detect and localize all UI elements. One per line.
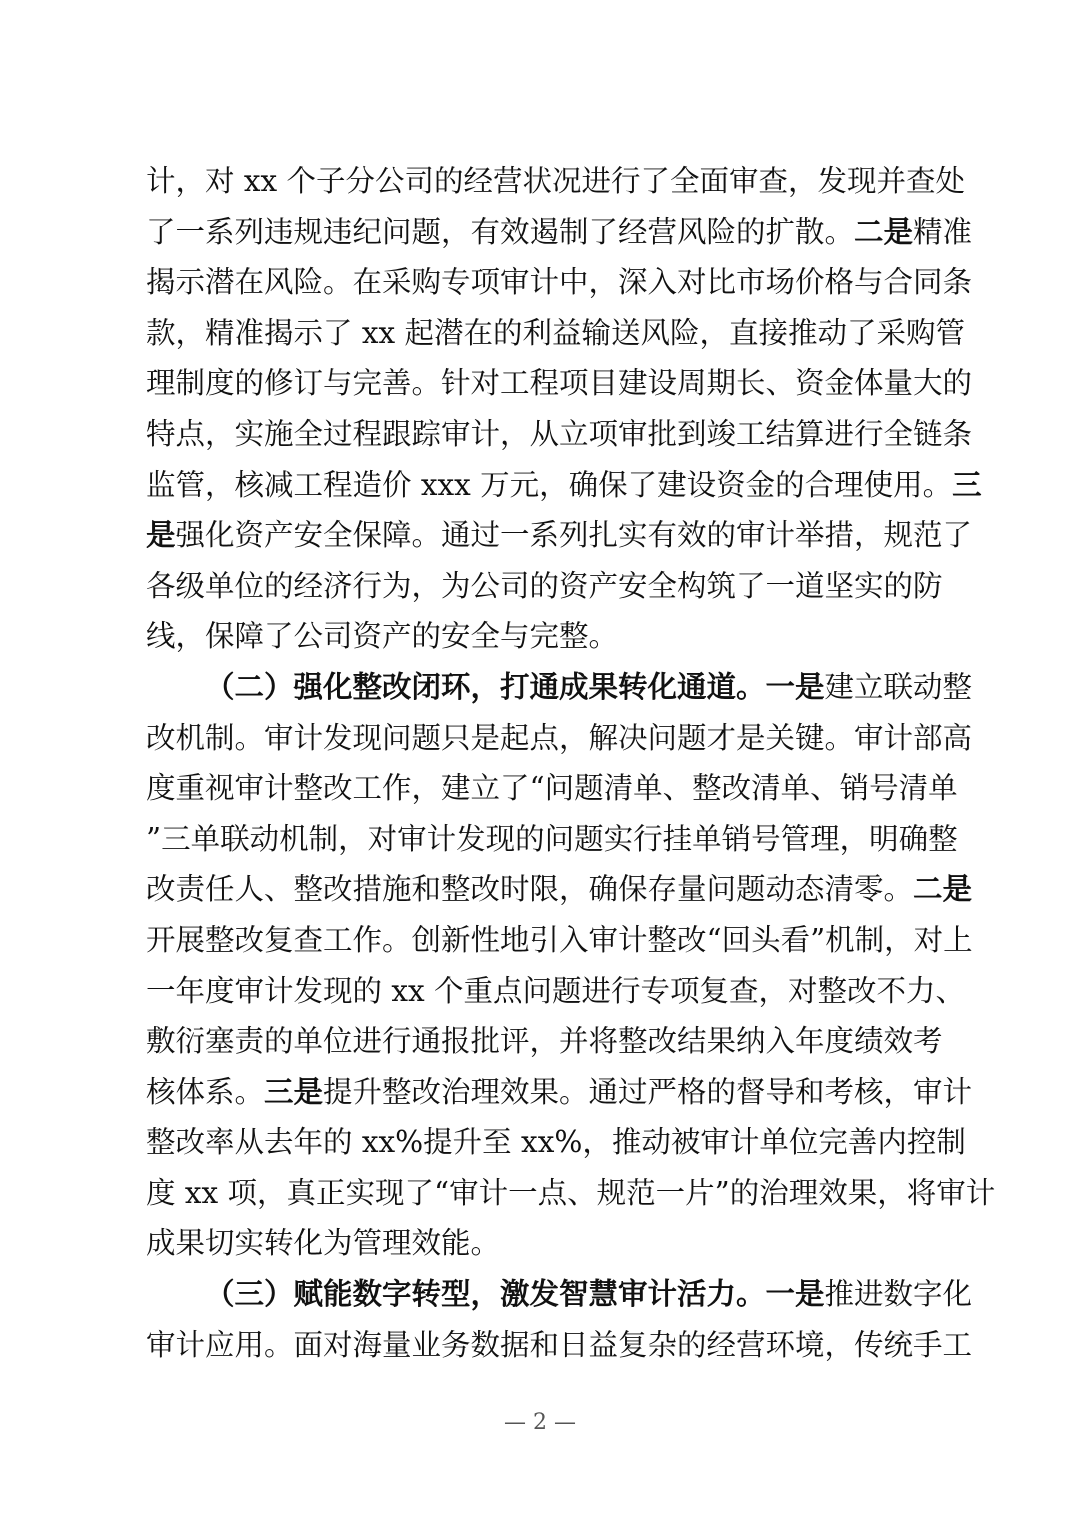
text-segment: 了一系列违规违纪问题，有效遏制了经营风险的扩散。 [146, 214, 855, 249]
text-segment: 监管，核减工程造价 xxx 万元，确保了建设资金的合理使用。 [146, 467, 953, 502]
text-segment: 计，对 xx 个子分公司的经营状况进行了全面审查，发现并查处 [146, 164, 966, 198]
text-line [146, 358, 973, 409]
text-line [146, 1320, 973, 1371]
text-line [146, 460, 982, 511]
bold-text-segment: 三是 [264, 1073, 324, 1109]
bold-text-segment: （三）赋能数字转型，激发智慧审计活力。 [205, 1276, 766, 1312]
text-segment: 一年度审计发现的 xx 个重点问题进行专项复查，对整改不力、 [146, 973, 966, 1008]
text-segment: 改责任人、整改措施和整改时限，确保存量问题动态清零。 [146, 872, 914, 907]
document-body [146, 156, 996, 1370]
text-line [146, 1067, 973, 1118]
text-line [146, 156, 966, 207]
text-line [146, 915, 973, 966]
text-line [146, 966, 966, 1017]
text-line [146, 1117, 966, 1168]
text-segment: 核体系。 [146, 1074, 265, 1109]
text-segment: ”三单联动机制，对审计发现的问题实行挂单销号管理，明确整 [146, 821, 958, 856]
text-line [146, 409, 973, 460]
bold-text-segment: （二）强化整改闭环，打通成果转化通道。 [205, 668, 766, 704]
text-line [146, 1218, 940, 1269]
text-line [146, 864, 973, 915]
text-segment: 度 xx 项，真正实现了“审计一点、规范一片”的治理效果，将审计 [146, 1175, 996, 1210]
text-line [146, 1016, 943, 1067]
text-segment: 特点，实施全过程跟踪审计，从立项审批到竣工结算进行全链条 [146, 416, 973, 451]
text-segment: 线，保障了公司资产的安全与完整。 [146, 619, 619, 654]
text-line [146, 257, 973, 308]
bold-text-segment: 是 [146, 517, 176, 553]
bold-text-segment: 二是 [913, 871, 973, 907]
text-line [146, 561, 943, 612]
text-line [146, 662, 973, 713]
text-segment: 整改率从去年的 xx%提升至 xx%，推动被审计单位完善内控制 [146, 1125, 966, 1160]
text-segment: 强化资产安全保障。通过一系列扎实有效的审计举措，规范了 [175, 518, 973, 553]
text-line [146, 1168, 996, 1219]
text-segment: 审计应用。面对海量业务数据和日益复杂的经营环境，传统手工 [146, 1327, 973, 1362]
page-number: — 2 — [504, 1410, 576, 1435]
text-line [146, 763, 958, 814]
text-segment: 提升整改治理效果。通过严格的督导和考核，审计 [323, 1074, 973, 1109]
text-line [146, 611, 940, 662]
text-segment: 各级单位的经济行为，为公司的资产安全构筑了一道坚实的防 [146, 568, 943, 603]
text-line [146, 308, 966, 359]
bold-text-segment: 三 [952, 466, 982, 502]
text-segment: 理制度的修订与完善。针对工程项目建设周期长、资金体量大的 [146, 366, 973, 401]
text-segment: 款，精准揭示了 xx 起潜在的利益输送风险，直接推动了采购管 [146, 315, 966, 350]
text-segment: 揭示潜在风险。在采购专项审计中，深入对比市场价格与合同条 [146, 265, 973, 300]
bold-text-segment: 一是 [765, 668, 825, 704]
text-segment: 度重视审计整改工作，建立了“问题清单、整改清单、销号清单 [146, 771, 958, 806]
bold-text-segment: 一是 [765, 1276, 825, 1312]
bold-text-segment: 二是 [854, 213, 914, 249]
text-segment: 改机制。审计发现问题只是起点，解决问题才是关键。审计部高 [146, 720, 973, 755]
text-segment: 成果切实转化为管理效能。 [146, 1226, 501, 1261]
text-line [146, 1269, 973, 1320]
text-line [146, 510, 973, 561]
text-segment: 开展整改复查工作。创新性地引入审计整改“回头看”机制，对上 [146, 922, 973, 957]
text-line [146, 814, 958, 865]
text-segment: 建立联动整 [824, 669, 973, 704]
text-segment: 精准 [913, 214, 973, 249]
text-segment: 推进数字化 [824, 1277, 973, 1312]
text-segment: 敷衍塞责的单位进行通报批评，并将整改结果纳入年度绩效考 [146, 1024, 943, 1059]
text-line [146, 207, 973, 258]
text-line [146, 713, 973, 764]
